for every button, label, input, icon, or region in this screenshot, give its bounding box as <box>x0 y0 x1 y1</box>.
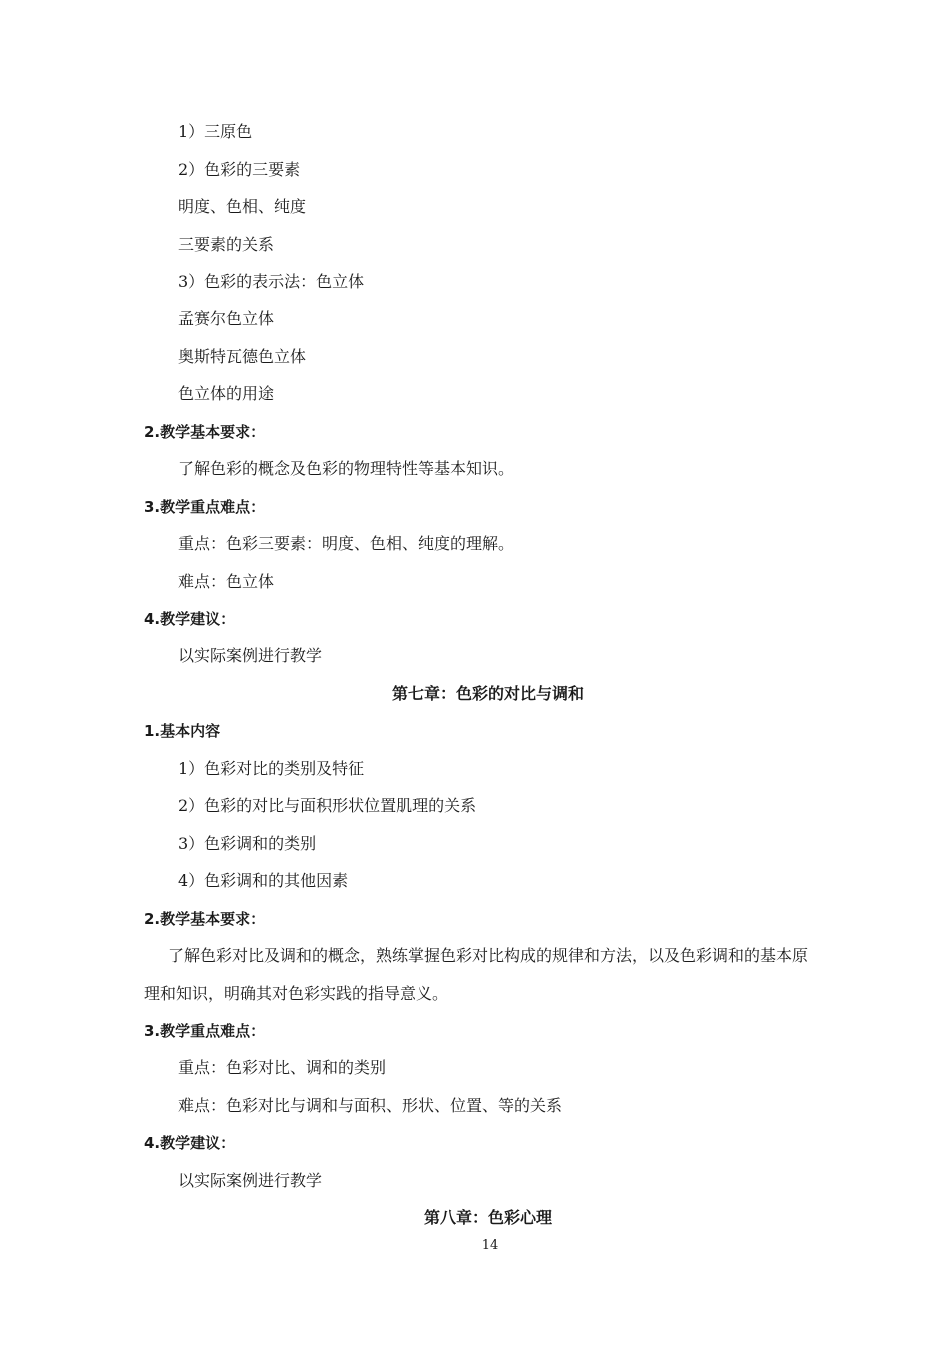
requirements-text: 了解色彩对比及调和的概念，熟练掌握色彩对比构成的规律和方法，以及色彩调和的基本原 <box>168 946 809 965</box>
key-point-text: 重点：色彩三要素：明度、色相、纯度的理解。 <box>178 534 515 553</box>
chapter-title: 第八章：色彩心理 <box>423 1208 552 1227</box>
content-item: 1）三原色 <box>178 122 253 141</box>
content-item: 三要素的关系 <box>178 235 275 254</box>
difficulty-text: 难点：色立体 <box>178 572 275 591</box>
content-item: 2）色彩的对比与面积形状位置肌理的关系 <box>178 796 477 815</box>
key-points-heading: 3.教学重点难点： <box>144 498 266 516</box>
requirements-text: 理和知识，明确其对色彩实践的指导意义。 <box>144 984 449 1003</box>
advice-text: 以实际案例进行教学 <box>178 646 323 665</box>
content-item: 2）色彩的三要素 <box>178 160 301 179</box>
advice-text: 以实际案例进行教学 <box>178 1171 323 1190</box>
chapter-title: 第七章：色彩的对比与调和 <box>391 684 584 703</box>
content-item: 明度、色相、纯度 <box>178 197 307 216</box>
content-heading: 1.基本内容 <box>144 722 221 740</box>
content-item: 3）色彩的表示法：色立体 <box>178 272 365 291</box>
page-number: 14 <box>481 1238 499 1253</box>
content-item: 1）色彩对比的类别及特征 <box>178 759 365 778</box>
content-item: 孟赛尔色立体 <box>178 309 275 328</box>
content-item: 4）色彩调和的其他因素 <box>178 871 349 890</box>
content-item: 色立体的用途 <box>178 384 275 403</box>
requirements-heading: 2.教学基本要求： <box>144 910 266 928</box>
key-point-text: 重点：色彩对比、调和的类别 <box>178 1058 387 1077</box>
advice-heading: 4.教学建议： <box>144 610 236 628</box>
requirements-heading: 2.教学基本要求： <box>144 423 266 441</box>
key-points-heading: 3.教学重点难点： <box>144 1022 266 1040</box>
content-item: 奥斯特瓦德色立体 <box>178 347 307 366</box>
difficulty-text: 难点：色彩对比与调和与面积、形状、位置、等的关系 <box>178 1096 563 1115</box>
content-item: 3）色彩调和的类别 <box>178 834 317 853</box>
advice-heading: 4.教学建议： <box>144 1134 236 1152</box>
requirements-text: 了解色彩的概念及色彩的物理特性等基本知识。 <box>178 459 515 478</box>
